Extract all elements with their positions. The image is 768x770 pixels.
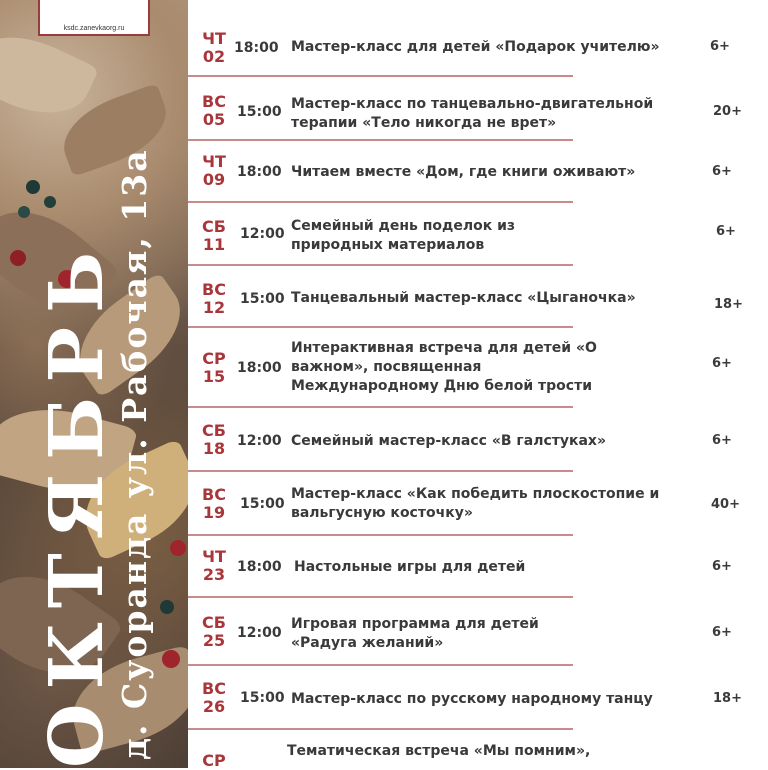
event-time: 15:00: [240, 291, 285, 307]
row-divider: [188, 534, 573, 536]
event-title: Интерактивная встреча для детей «О важном», посвященная Международному Дню белой трости: [291, 340, 597, 394]
event-time: 12:00: [240, 226, 285, 242]
event-age: 6+: [712, 433, 732, 448]
event-title: Тематическая встреча «Мы помним»,: [287, 743, 591, 759]
event-day: [188, 218, 240, 254]
event-date: 12: [202, 298, 226, 317]
event-date: 15: [202, 367, 226, 386]
event-day: [188, 548, 240, 584]
event-date: 25: [202, 631, 226, 650]
event-weekday: СБ: [202, 421, 226, 440]
event-title: Игровая программа для детей «Радуга желаний»: [291, 616, 539, 651]
event-age: 6+: [716, 224, 736, 239]
event-title: Читаем вместе «Дом, где книги оживают»: [291, 164, 636, 180]
event-weekday: СБ: [202, 217, 226, 236]
venue-address: д. Суоранда ул. Рабочая, 13а: [115, 148, 154, 760]
event-time: 15:00: [240, 496, 285, 512]
vertical-labels: [0, 0, 188, 768]
event-weekday: СР: [202, 349, 226, 368]
event-title: Мастер-класс по русскому народному танцу: [291, 691, 653, 707]
event-time: 12:00: [237, 625, 282, 641]
event-weekday: ВС: [202, 92, 226, 111]
event-age: 6+: [712, 559, 732, 574]
event-date: 09: [202, 170, 226, 189]
event-day: [188, 752, 240, 770]
event-day: [188, 30, 240, 66]
month-title: ОКТЯБРЬ: [34, 237, 120, 768]
event-day: [188, 93, 240, 129]
row-divider: [188, 596, 573, 598]
event-day: [188, 350, 240, 386]
event-age: 18+: [714, 297, 743, 312]
event-age: 6+: [712, 164, 732, 179]
event-day: [188, 486, 240, 522]
row-divider: [188, 139, 573, 141]
event-day: [188, 680, 240, 716]
event-age: 18+: [713, 691, 742, 706]
event-time: 18:00: [234, 40, 279, 56]
event-day: [188, 422, 240, 458]
event-date: 18: [202, 439, 226, 458]
event-title: Танцевальный мастер-класс «Цыганочка»: [291, 290, 636, 306]
row-divider: [188, 470, 573, 472]
event-age: 6+: [712, 356, 732, 371]
event-age: 20+: [713, 104, 742, 119]
row-divider: [188, 406, 573, 408]
row-divider: [188, 326, 573, 328]
event-age: 6+: [710, 39, 730, 54]
event-weekday: СБ: [202, 613, 226, 632]
event-time: 15:00: [237, 104, 282, 120]
event-weekday: ВС: [202, 679, 226, 698]
event-weekday: ВС: [202, 280, 226, 299]
logo-url: ksdc.zanevkaorg.ru: [63, 25, 125, 32]
event-date: 26: [202, 697, 226, 716]
row-divider: [188, 75, 573, 77]
decorative-sidebar: [0, 0, 188, 768]
row-divider: [188, 728, 573, 730]
event-date: 11: [202, 235, 226, 254]
event-date: 02: [202, 47, 226, 66]
event-day: [188, 153, 240, 189]
event-time: 18:00: [237, 559, 282, 575]
event-weekday: СР: [202, 751, 226, 770]
row-divider: [188, 264, 573, 266]
event-title: Семейный мастер-класс «В галстуках»: [291, 433, 607, 449]
event-time: 12:00: [237, 433, 282, 449]
event-weekday: ЧТ: [202, 29, 226, 48]
event-date: 23: [202, 565, 226, 584]
event-title: Мастер-класс «Как победить плоскостопие и вальгусную косточку»: [291, 486, 660, 521]
event-title: Мастер-класс по танцевально-двигательной терапии «Тело никогда не врет»: [291, 96, 654, 131]
event-day: [188, 614, 240, 650]
event-weekday: ЧТ: [202, 152, 226, 171]
row-divider: [188, 201, 573, 203]
event-title: Семейный день поделок из природных материалов: [291, 218, 516, 253]
event-title: Настольные игры для детей: [294, 559, 526, 575]
event-date: 05: [202, 110, 226, 129]
event-schedule: [188, 0, 768, 768]
event-title: Мастер-класс для детей «Подарок учителю»: [291, 39, 660, 55]
event-day: [188, 281, 240, 317]
event-time: 18:00: [237, 164, 282, 180]
event-time: 18:00: [237, 360, 282, 376]
event-age: 40+: [711, 497, 740, 512]
event-date: 19: [202, 503, 226, 522]
event-age: 6+: [712, 625, 732, 640]
event-time: 15:00: [240, 690, 285, 706]
row-divider: [188, 664, 573, 666]
event-weekday: ЧТ: [202, 547, 226, 566]
event-weekday: ВС: [202, 485, 226, 504]
